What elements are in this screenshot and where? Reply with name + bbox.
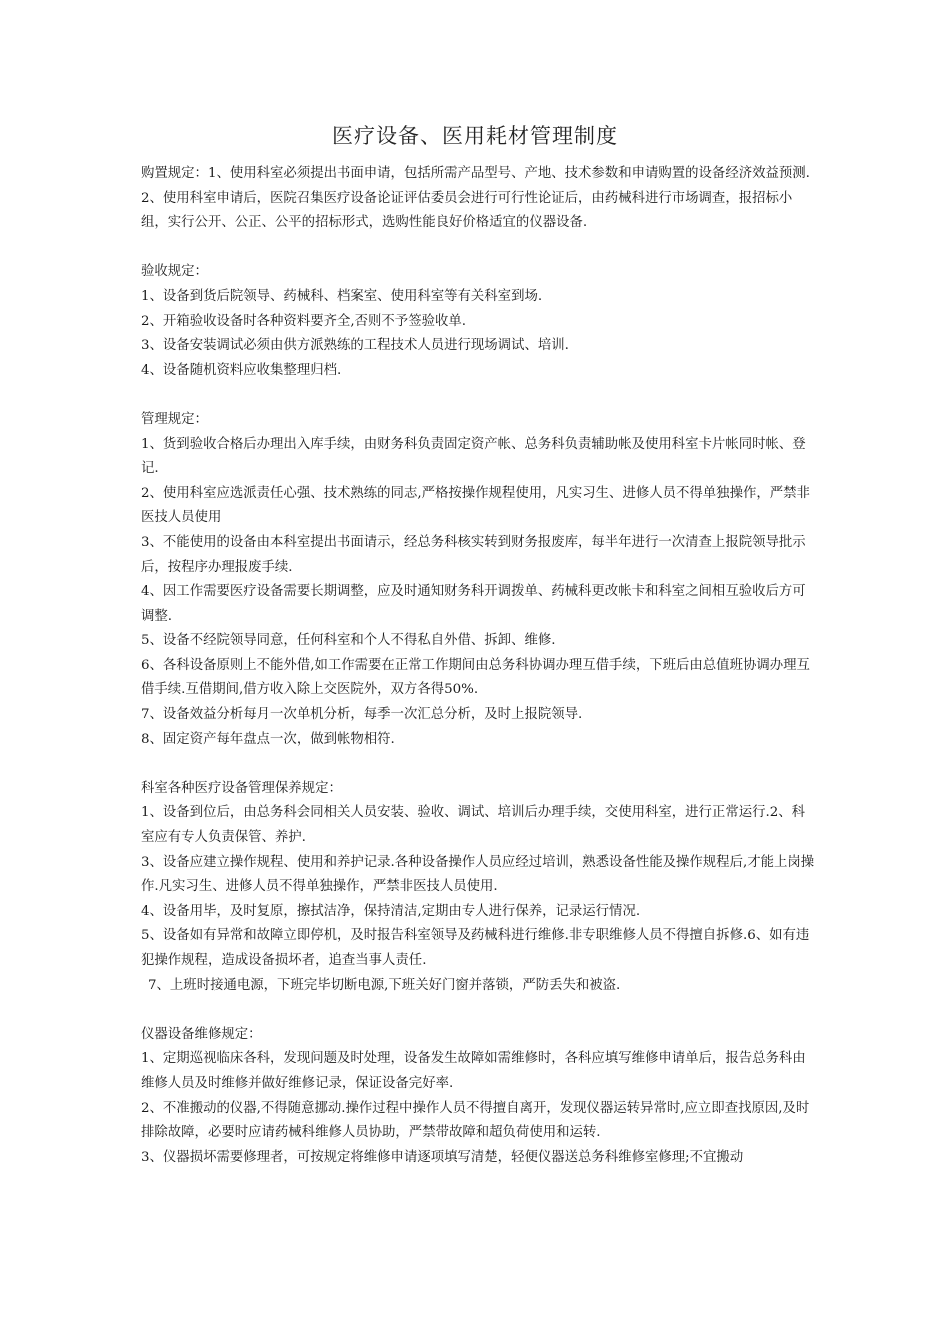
maintenance-rule-4: 4、设备用毕，及时复原，擦拭洁净，保持清洁,定期由专人进行保养，记录运行情况. xyxy=(141,903,641,919)
document-body xyxy=(141,162,817,1170)
repair-heading: 仪器设备维修规定： xyxy=(141,1026,262,1042)
section-gap xyxy=(141,383,817,408)
management-rule-5: 5、设备不经院领导同意，任何科室和个人不得私自外借、拆卸、维修. xyxy=(141,633,556,649)
management-rule-3: 3、不能使用的设备由本科室提出书面请示，经总务科核实转到财务报废库，每半年进行一次清查上报院领导批示后，按程序办理报废手续. xyxy=(141,534,806,575)
management-rule-4: 4、因工作需要医疗设备需要长期调整，应及时通知财务科开调拨单、药械科更改帐卡和科室之间相互验收后方可调整. xyxy=(141,584,806,624)
management-rule-1: 1、货到验收合格后办理出入库手续，由财务科负责固定资产帐、总务科负责辅助帐及使用科室卡片帐同时帐、登记. xyxy=(141,436,806,477)
maintenance-rule-7: 7、上班时接通电源，下班完毕切断电源,下班关好门窗并落锁，严防丢失和被盗. xyxy=(148,977,621,993)
acceptance-rule-3: 3、设备安装调试必须由供方派熟练的工程技术人员进行现场调试、培训. xyxy=(141,338,569,354)
document-title: 医疗设备、医用耗材管理制度 xyxy=(332,124,618,148)
section-gap xyxy=(141,236,817,261)
maintenance-rule-5: 5、设备如有异常和故障立即停机，及时报告科室领导及药械科进行维修.非专职维修人员不得擅自拆修.6、如有违犯操作规程，造成设备损坏者，追查当事人责任. xyxy=(141,928,810,968)
section-gap xyxy=(141,752,817,777)
management-rule-7: 7、设备效益分析每月一次单机分析，每季一次汇总分析，及时上报院领导. xyxy=(141,707,583,723)
acceptance-rule-2: 2、开箱验收设备时各种资料要齐全,否则不予签验收单. xyxy=(141,313,467,329)
management-rule-8: 8、固定资产每年盘点一次，做到帐物相符. xyxy=(141,731,395,747)
repair-rule-1: 1、定期巡视临床各科，发现问题及时处理，设备发生故障如需维修时，各科应填写维修申请单后，报告总务科由维修人员及时维修并做好维修记录，保证设备完好率. xyxy=(141,1051,806,1091)
section-gap xyxy=(141,998,817,1023)
maintenance-rule-3: 3、设备应建立操作规程、使用和养护记录.各种设备操作人员应经过培训，熟悉设备性能及操作规程后,才能上岗操作.凡实习生、进修人员不得单独操作，严禁非医技人员使用. xyxy=(141,854,815,895)
maintenance-heading: 科室各种医疗设备管理保养规定： xyxy=(141,780,342,796)
acceptance-rule-4: 4、设备随机资料应收集整理归档. xyxy=(141,362,342,378)
repair-rule-2: 2、不准搬动的仪器,不得随意挪动.操作过程中操作人员不得擅自离开，发现仪器运转异常时,应立即查找原因,及时排除故障，必要时应请药械科维修人员协助，严禁带故障和超负荷使用和运转. xyxy=(141,1100,810,1141)
acceptance-heading: 验收规定： xyxy=(141,264,208,280)
management-rule-6: 6、各科设备原则上不能外借,如工作需要在正常工作期间由总务科协调办理互借手续，下班后由总值班协调办理互借手续.互借期间,借方收入除上交医院外，双方各得50%. xyxy=(141,657,810,698)
management-rule-2: 2、使用科室应选派责任心强、技术熟练的同志,严格按操作规程使用，凡实习生、进修人员不得单独操作，严禁非医技人员使用 xyxy=(141,485,810,526)
maintenance-rule-1: 1、设备到位后，由总务科会同相关人员安装、验收、调试、培训后办理手续，交使用科室，进行正常运行.2、科室应有专人负责保管、养护. xyxy=(141,805,806,846)
acceptance-rule-1: 1、设备到货后院领导、药械科、档案室、使用科室等有关科室到场. xyxy=(141,288,543,304)
management-heading: 管理规定： xyxy=(141,411,208,427)
purchase-rule-1: 购置规定：1、使用科室必须提出书面申请，包括所需产品型号、产地、技术参数和申请购置的设备经济效益预测. xyxy=(141,166,810,181)
repair-rule-3: 3、仪器损坏需要修理者，可按规定将维修申请逐项填写清楚，轻便仪器送总务科维修室修理;不宜搬动 xyxy=(141,1149,744,1165)
purchase-rule-2: 2、使用科室申请后，医院召集医疗设备论证评估委员会进行可行性论证后，由药械科进行市场调查，报招标小组，实行公开、公正、公平的招标形式，选购性能良好价格适宜的仪器设备. xyxy=(141,190,793,231)
